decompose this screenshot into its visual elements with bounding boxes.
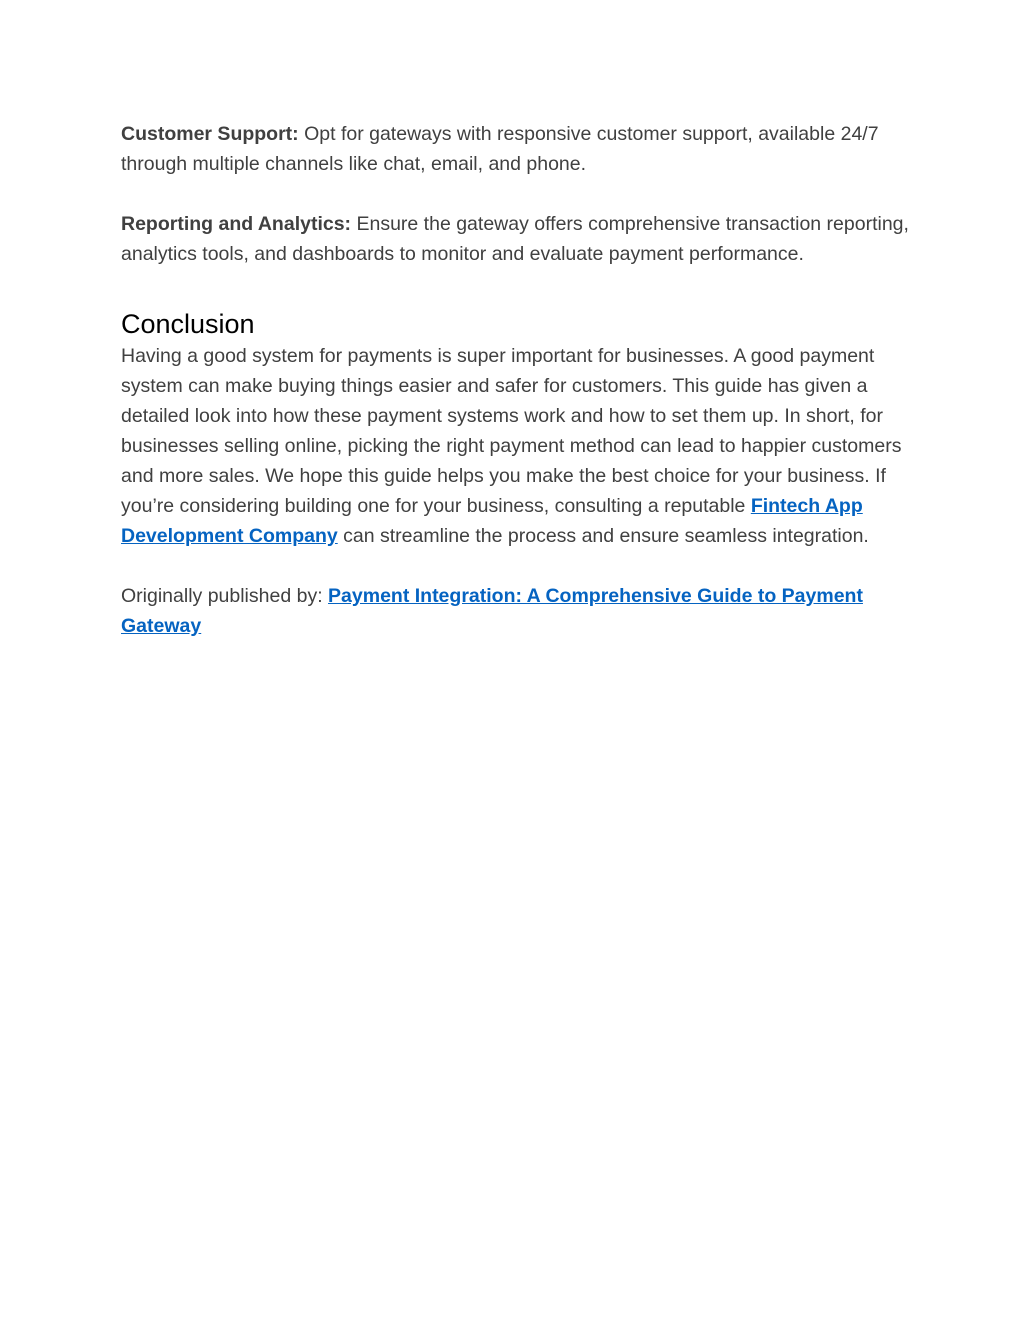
fintech-company-link[interactable]: Fintech App Development Company (121, 495, 863, 547)
customer-support-label: Customer Support: (121, 123, 299, 145)
reporting-label: Reporting and Analytics: (121, 213, 352, 235)
original-article-link[interactable]: Payment Integration: A Comprehensive Guide to Payment Gateway (121, 585, 863, 637)
customer-support-paragraph (121, 119, 911, 179)
customer-support-text: Opt for gateways with responsive customer support, available 24/7 through multiple channels like chat, email, and phone. (121, 123, 879, 175)
reporting-paragraph (121, 209, 911, 269)
conclusion-text-after-link: can streamline the process and ensure seamless integration. (337, 525, 869, 547)
attribution-prefix: Originally published by: (121, 585, 329, 607)
conclusion-heading: Conclusion (121, 309, 255, 339)
conclusion-text-before-link: Having a good system for payments is super important for businesses. A good payment system can make buying things easier and safer for customers. This guide has given a detailed look into how these payment systems work and how to set them up. In short, for businesses selling online, picking the right payment method can lead to happier customers and more sales. We hope this guide helps you make the best choice for your business. If you’re considering building one for your business, consulting a reputable (121, 345, 902, 517)
conclusion-paragraph (121, 341, 911, 551)
reporting-text: Ensure the gateway offers comprehensive transaction reporting, analytics tools, and dashboards to monitor and evaluate payment performance. (121, 213, 909, 265)
attribution-paragraph (121, 581, 911, 641)
document-page (121, 119, 911, 641)
